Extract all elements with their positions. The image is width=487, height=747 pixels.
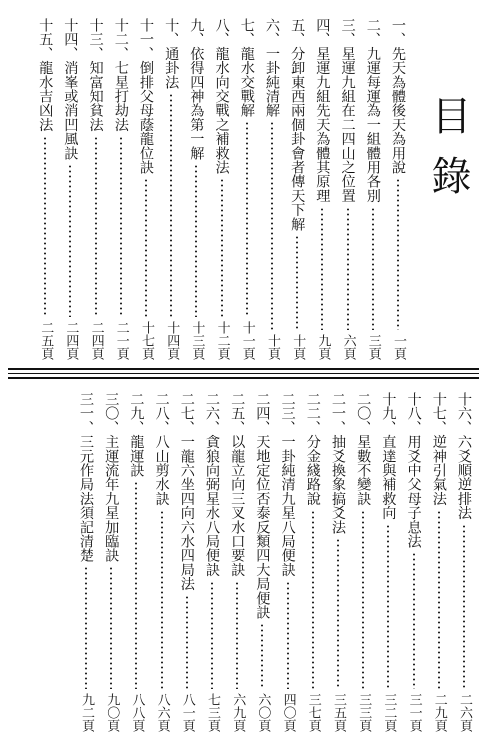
toc-entry-page: 十一頁 [239,321,255,360]
toc-entry-page: 十頁 [290,334,306,360]
toc-entry[interactable] [301,392,325,732]
toc-entry-page: 三一頁 [406,693,422,732]
dot-leader [261,623,263,689]
toc-entry[interactable] [361,18,385,360]
toc-entry[interactable] [336,18,360,360]
dot-leader [170,93,172,317]
toc-entry-title: 十六、六爻順逆排法 [456,392,472,520]
toc-entry[interactable] [150,392,174,732]
toc-entry-page: 九〇頁 [104,693,120,732]
dot-leader [110,566,112,689]
toc-entry-title: 二四、天地定位否泰反類四大局便訣 [254,392,271,620]
toc-entry-title: 二二、分金綫路說 [304,392,321,506]
divider-rule [8,368,479,370]
dot-leader [438,510,440,689]
toc-entry-page: 六〇頁 [255,693,271,732]
toc-entry-page: 三七頁 [305,693,321,732]
toc-entry-page: 二九頁 [431,693,447,732]
toc-bottom-section [0,392,487,732]
dot-leader [347,207,349,330]
toc-title: 目錄 [425,95,471,215]
toc-entry-page: 八六頁 [154,693,170,732]
dot-leader [413,552,415,689]
divider-rule [8,373,479,374]
toc-entry-title: 二五、以龍立向三叉水口要訣 [229,392,246,577]
toc-entry[interactable] [427,392,451,732]
dot-leader [271,121,273,330]
toc-entry[interactable] [109,18,133,360]
dot-leader [236,581,238,689]
toc-entry-page: 八八頁 [129,693,145,732]
toc-entry[interactable] [184,18,208,360]
toc-entry[interactable] [58,18,82,360]
toc-entry[interactable] [175,392,199,732]
toc-entry-title: 一、先天為體後天為用說 [390,18,406,175]
toc-entry-title: 二一、抽爻換象搞爻法 [330,392,346,534]
toc-entry[interactable] [134,18,158,360]
toc-entry-page: 十三頁 [189,321,205,360]
dot-leader [387,524,389,689]
toc-entry[interactable] [452,392,476,732]
toc-entry-title: 七、龍水交戰解 [238,18,255,118]
dot-leader [362,510,364,689]
toc-entry-page: 十二頁 [214,321,230,360]
toc-entry-page: 二六頁 [457,693,472,732]
toc-entry-title: 十四、消峯或消凹風訣 [62,18,79,160]
toc-entry-title: 三一、三元作局法須記清楚 [78,392,94,563]
toc-entry[interactable] [235,18,259,360]
toc-entry[interactable] [124,392,148,732]
toc-entry-title: 十五、龍水吉凶法 [37,18,54,132]
dot-leader [95,136,97,317]
toc-entry-page: 三五頁 [331,693,346,732]
toc-entry-title: 四、星運九組先天為體其原理 [314,18,331,203]
toc-entry-page: 二一頁 [113,321,129,360]
toc-entry-page: 三二頁 [381,693,397,732]
toc-entry-page: 一頁 [391,334,406,360]
toc-entry-title: 三〇、主運流年九星加臨訣 [103,392,120,563]
dot-leader [161,510,163,689]
toc-entry[interactable] [310,18,334,360]
toc-entry-title: 十一、倒排父母蔭龍位訣 [138,18,154,175]
toc-entry[interactable] [351,392,375,732]
toc-entry-page: 二四頁 [88,321,104,360]
toc-entry-page: 十四頁 [164,321,180,360]
toc-entry-page: 九頁 [315,334,331,360]
dot-leader [186,595,188,689]
toc-entry[interactable] [260,18,284,360]
toc-entry[interactable] [74,392,98,732]
dot-leader [85,566,87,689]
toc-entry[interactable] [376,392,400,732]
dot-leader [120,136,122,317]
dot-leader [463,524,465,689]
dot-leader [397,178,399,330]
toc-entry-page: 三頁 [365,334,381,360]
toc-entry-page: 十頁 [265,334,280,360]
toc-entry[interactable] [99,392,123,732]
dot-leader [287,581,289,689]
dot-leader [321,207,323,330]
toc-entry-title: 十、通卦法 [163,18,180,89]
toc-top-section [0,18,487,360]
toc-entry-title: 二三、一卦純清九星八局便訣 [279,392,296,577]
toc-entry[interactable] [225,392,249,732]
toc-entry[interactable] [250,392,274,732]
toc-entry-page: 三三頁 [356,693,372,732]
toc-entry-title: 十九、直達與補救向 [380,392,397,520]
toc-entry-page: 二四頁 [63,321,79,360]
toc-entry-title: 二八、八山剪水訣 [153,392,170,506]
toc-entry-page: 六頁 [340,334,356,360]
toc-entry-title: 二、九運每運為一組體用各別 [364,18,381,203]
toc-entry-title: 十三、知富知貧法 [87,18,104,132]
toc-entry[interactable] [210,18,234,360]
dot-leader [372,207,374,330]
toc-entry-page: 九二頁 [79,693,94,732]
toc-entry[interactable] [326,392,350,732]
toc-entry[interactable] [84,18,108,360]
toc-entry[interactable] [402,392,426,732]
toc-entry-title: 十二、七星打劫法 [112,18,129,132]
dot-leader [44,136,46,317]
toc-entry-title: 八、龍水向交戰之補救法 [213,18,230,175]
toc-entry[interactable] [200,392,224,732]
toc-entry-title: 三、星運九組在二四山之位置 [339,18,356,203]
dot-leader [246,121,248,317]
toc-entry-title: 十八、用爻中父母子息法 [405,392,422,549]
toc-entry[interactable] [276,392,300,732]
toc-entry[interactable] [386,18,410,360]
toc-entry-page: 六九頁 [230,693,246,732]
toc-entry-title: 二六、貪狼向弼星水八局便訣 [204,392,220,577]
toc-entry-title: 十七、逆神引氣法 [430,392,447,506]
toc-entry-page: 七三頁 [205,693,220,732]
toc-entry[interactable] [159,18,183,360]
toc-entry-page: 四〇頁 [280,693,296,732]
toc-entry-title: 二九、龍運訣 [128,392,145,478]
dot-leader [312,510,314,689]
toc-entry[interactable] [33,18,57,360]
dot-leader [296,235,298,330]
toc-entry-title: 二〇、星數不變訣 [355,392,372,506]
dot-leader [145,178,147,317]
dot-leader [221,178,223,317]
toc-entry[interactable] [285,18,309,360]
dot-leader [69,164,71,317]
dot-leader [211,581,213,689]
toc-entry-title: 二七、一龍六坐四向六水四局法 [178,392,195,591]
toc-entry-title: 六、一卦純清解 [264,18,280,118]
toc-entry-title: 五、分卸東西兩個卦會者傳天下解 [289,18,306,231]
dot-leader [337,538,339,689]
toc-entry-page: 八一頁 [179,693,195,732]
toc-entry-page: 二五頁 [38,321,54,360]
toc-entry-title: 九、依得四神為第一解 [188,18,205,160]
toc-entry-page: 十七頁 [139,321,154,360]
dot-leader [135,481,137,689]
divider-rule [8,377,479,379]
dot-leader [195,164,197,317]
